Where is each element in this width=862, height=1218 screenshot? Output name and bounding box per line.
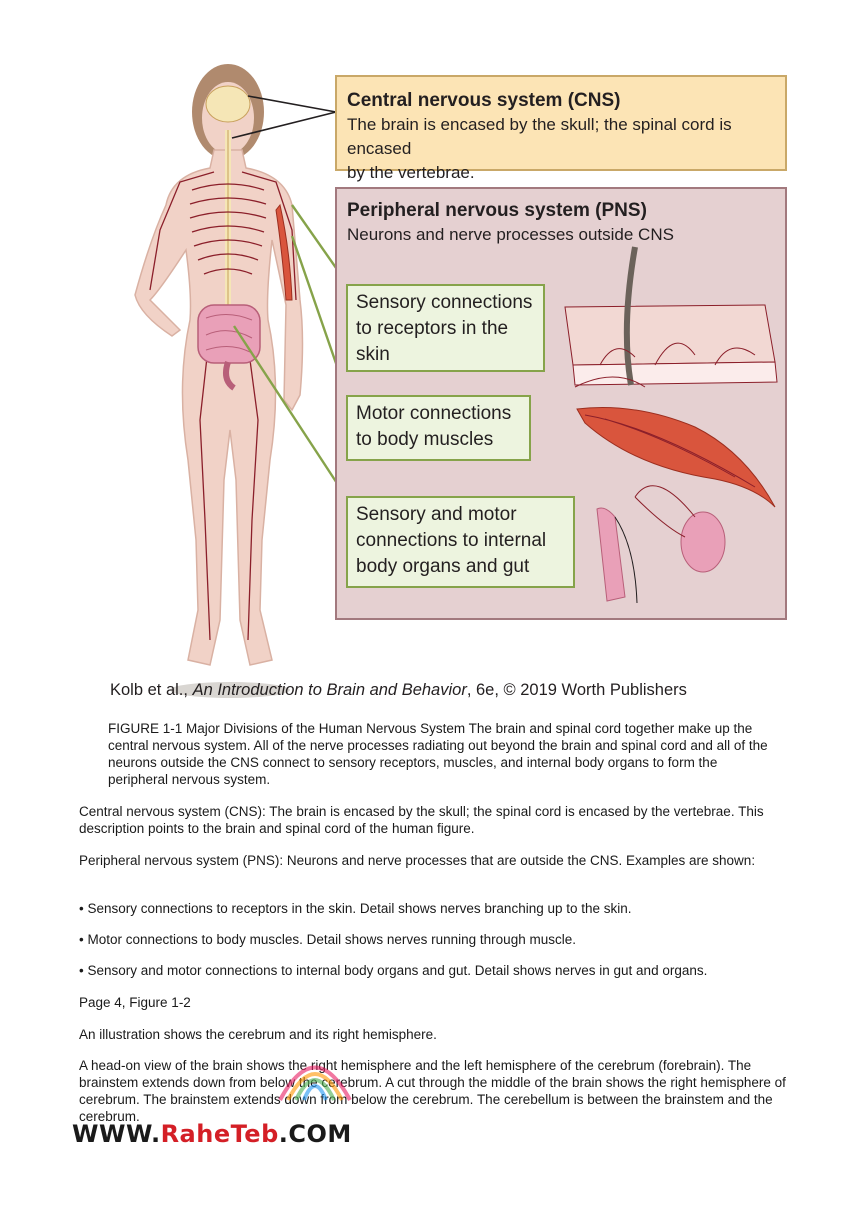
paragraph-brain-view: A head-on view of the brain shows the right hemisphere and the left hemisphere of the cerebrum (forebrain). The brainstem extends down from below the cerebrum. A cut through the middle of the brain shows the right hemisphere of cerebrum. The brainstem extends down from below the cerebrum. The cerebellum is between the brainstem and the cerebrum. bbox=[79, 1058, 786, 1124]
figure-caption: FIGURE 1-1 Major Divisions of the Human Nervous System The brain and spinal cord together make up the central nervous system. All of the nerve processes radiating out beyond the brain and spinal cord and all of the neurons outside the CNS connect to sensory receptors, muscles, and internal body organs to form the peripheral nervous system. bbox=[108, 721, 768, 787]
paragraph-pns: Peripheral nervous system (PNS): Neurons and nerve processes that are outside the CNS. Examples are shown: bbox=[79, 853, 756, 868]
motor-muscle-box bbox=[346, 395, 531, 461]
watermark-suffix: .COM bbox=[278, 1120, 352, 1148]
muscle-detail bbox=[577, 407, 775, 507]
credit-authors: Kolb et al., bbox=[110, 681, 193, 699]
watermark-logo-icon bbox=[270, 1030, 360, 1110]
cns-box bbox=[335, 75, 787, 182]
cns-line-2: by the vertebrae. bbox=[347, 163, 475, 182]
paragraph-cns: Central nervous system (CNS): The brain is encased by the skull; the spinal cord is encased by the vertebrae. This description points to the brain and spinal cord of the human figure. bbox=[79, 804, 764, 836]
pns-title: Peripheral nervous system (PNS) bbox=[347, 200, 647, 221]
bullet-organs: • Sensory and motor connections to internal body organs and gut. Detail shows nerves in gut and organs. bbox=[79, 963, 708, 978]
credit-publisher: , 6e, © 2019 Worth Publishers bbox=[466, 681, 687, 699]
organs-gut-line-1: Sensory and motor bbox=[356, 504, 517, 525]
organs-gut-line-2: connections to internal bbox=[356, 530, 547, 551]
page-reference: Page 4, Figure 1-2 bbox=[79, 995, 191, 1010]
sensory-skin-box bbox=[346, 284, 545, 372]
organs-gut-box bbox=[346, 496, 575, 588]
watermark-url bbox=[72, 1120, 352, 1148]
motor-muscle-line-1: Motor connections bbox=[356, 403, 512, 424]
credit-book-title: An Introduction to Brain and Behavior bbox=[192, 681, 467, 699]
pns-subtitle: Neurons and nerve processes outside CNS bbox=[347, 225, 674, 244]
paragraph-cerebrum: An illustration shows the cerebrum and its right hemisphere. bbox=[79, 1027, 437, 1042]
figure-credit bbox=[110, 681, 687, 700]
watermark-name: RaheTeb bbox=[160, 1120, 279, 1148]
motor-muscle-line-2: to body muscles bbox=[356, 429, 494, 450]
watermark-prefix: WWW. bbox=[72, 1120, 161, 1148]
cns-title: Central nervous system (CNS) bbox=[347, 90, 621, 111]
cns-line-1: The brain is encased by the skull; the spinal cord is encased bbox=[347, 115, 732, 158]
sensory-skin-line-2: to receptors in the bbox=[356, 318, 509, 339]
organs-gut-line-3: body organs and gut bbox=[356, 556, 530, 577]
gut-detail bbox=[597, 486, 725, 603]
bullet-muscles: • Motor connections to body muscles. Detail shows nerves running through muscle. bbox=[79, 932, 576, 947]
bullet-skin: • Sensory connections to receptors in the skin. Detail shows nerves branching up to the skin. bbox=[79, 901, 632, 916]
sensory-skin-line-3: skin bbox=[356, 344, 390, 365]
skin-detail bbox=[565, 247, 777, 387]
brain-shape bbox=[206, 86, 250, 122]
body-silhouette bbox=[135, 150, 303, 665]
sensory-skin-line-1: Sensory connections bbox=[356, 292, 533, 313]
